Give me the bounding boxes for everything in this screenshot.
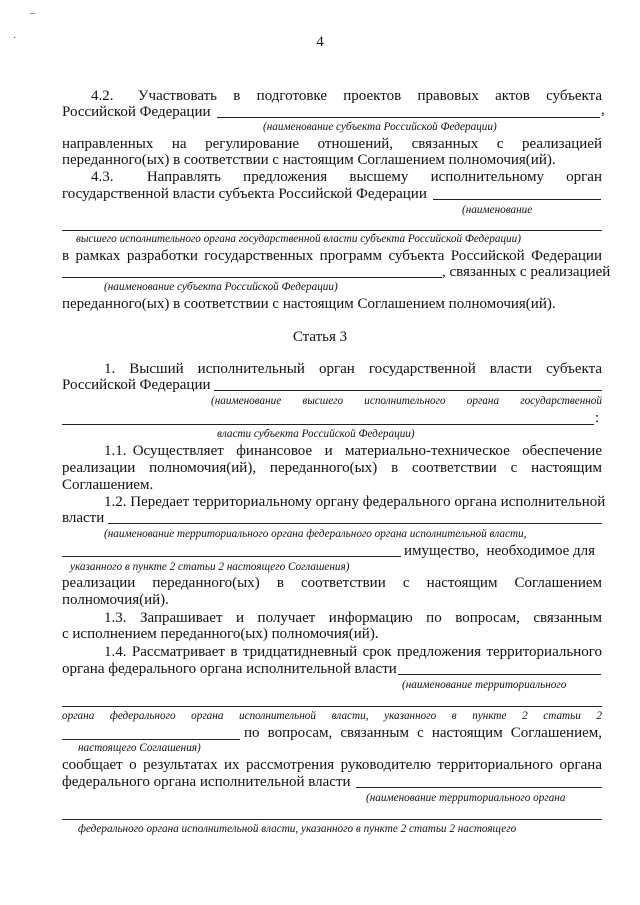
item-1-line-1: 1. Высший исполнительный орган государственной власти субъекта: [104, 361, 602, 377]
caption-territorial-body: (наименование территориального органа федерального органа исполнительной власти,: [104, 528, 527, 540]
blank-line: [62, 556, 401, 557]
caption-territorial-organ-cont: федерального органа исполнительной власти, указанного в пункте 2 статьи 2 настоящего: [78, 823, 517, 835]
clause-4-3-line-4: , связанных с реализацией: [442, 264, 611, 280]
item-1-1-line-3: Соглашением.: [62, 477, 154, 493]
clause-4-3-line-1: 4.3. Направлять предложения высшему исполнительному орган: [91, 169, 602, 185]
item-1-1-line-2: реализации полномочия(ий), переданного(ых) в соответствии с настоящим: [62, 460, 602, 476]
caption-territorial-organ: (наименование территориального органа: [366, 792, 566, 804]
caption-territorial-cont: органа федерального органа исполнительной власти, указанного в пункте 2 статьи 2: [62, 710, 602, 722]
clause-4-2-line-1: 4.2. Участвовать в подготовке проектов правовых актов субъекта: [91, 88, 602, 104]
item-1-2-line-3: имущество, необходимое для: [404, 543, 596, 559]
item-1-1-line-1: 1.1. Осуществляет финансовое и материально-техническое обеспечение: [104, 443, 602, 459]
scan-mark: ·: [13, 33, 17, 44]
item-1-2-line-4: реализации переданного(ых) в соответствии с настоящим Соглашением: [62, 575, 602, 591]
clause-4-2-comma: ,: [601, 102, 605, 118]
item-1-2-line-1: 1.2. Передает территориальному органу федерального органа исполнительной: [104, 494, 606, 510]
item-1-3-line-1: 1.3. Запрашивает и получает информацию по вопросам, связанным: [104, 610, 602, 626]
caption-executive-body-cont: власти субъекта Российской Федерации): [217, 428, 415, 440]
item-1-4-line-1: 1.4. Рассматривает в тридцатидневный срок предложения территориального: [104, 644, 602, 660]
clause-4-2-line-3: направленных на регулирование отношений, связанных с реализацией: [62, 136, 602, 152]
blank-line: [62, 424, 594, 425]
caption-territorial-body-cont: указанного в пункте 2 статьи 2 настоящего Соглашения): [70, 561, 350, 573]
colon: :: [595, 410, 600, 426]
clause-4-2-line-2: Российской Федерации: [62, 104, 211, 120]
scan-mark: –: [30, 8, 35, 19]
item-1-line-2: Российской Федерации: [62, 377, 211, 393]
item-1-2-line-2: власти: [62, 510, 105, 526]
blank-line: [62, 706, 602, 707]
item-1-4-line-4: сообщает о результатах их рассмотрения руководителю территориального органа: [62, 757, 602, 773]
caption-subject-name: (наименование субъекта Российской Федерации): [263, 121, 497, 133]
blank-line: [356, 787, 602, 788]
caption-subject-name: (наименование субъекта Российской Федерации): [104, 281, 338, 293]
blank-line: [62, 230, 602, 231]
blank-line: [433, 199, 601, 200]
blank-line: [62, 819, 602, 820]
blank-line: [62, 739, 240, 740]
blank-line: [62, 277, 442, 278]
clause-4-3-line-5: переданного(ых) в соответствии с настоящим Соглашением полномочия(ий).: [62, 296, 556, 312]
item-1-2-line-5: полномочия(ий).: [62, 592, 169, 608]
item-1-4-line-3: по вопросам, связанным с настоящим Соглашением,: [244, 725, 602, 741]
clause-4-2-line-4: переданного(ых) в соответствии с настоящим Соглашением полномочия(ий).: [62, 152, 556, 168]
blank-line: [214, 390, 602, 391]
item-1-4-line-2: органа федерального органа исполнительной власти: [62, 661, 397, 677]
blank-line: [217, 117, 600, 118]
caption-agreement: настоящего Соглашения): [78, 742, 201, 754]
blank-line: [398, 674, 601, 675]
blank-line: [108, 523, 602, 524]
caption-executive-body: высшего исполнительного органа государственной власти субъекта Российской Федерации): [76, 233, 521, 245]
caption-territorial: (наименование территориального: [402, 679, 567, 691]
article-heading: Статья 3: [292, 329, 348, 345]
item-1-3-line-2: с исполнением переданного(ых) полномочия(ий).: [62, 626, 379, 642]
item-1-4-line-5: федерального органа исполнительной власти: [62, 774, 351, 790]
caption-naming: (наименование: [462, 204, 533, 216]
caption-executive-body: (наименование высшего исполнительного органа государственной: [211, 395, 602, 407]
clause-4-3-line-2: государственной власти субъекта Российской Федерации: [62, 186, 427, 202]
clause-4-3-line-3: в рамках разработки государственных программ субъекта Российской Федерации: [62, 248, 602, 264]
page-number: 4: [316, 34, 324, 50]
